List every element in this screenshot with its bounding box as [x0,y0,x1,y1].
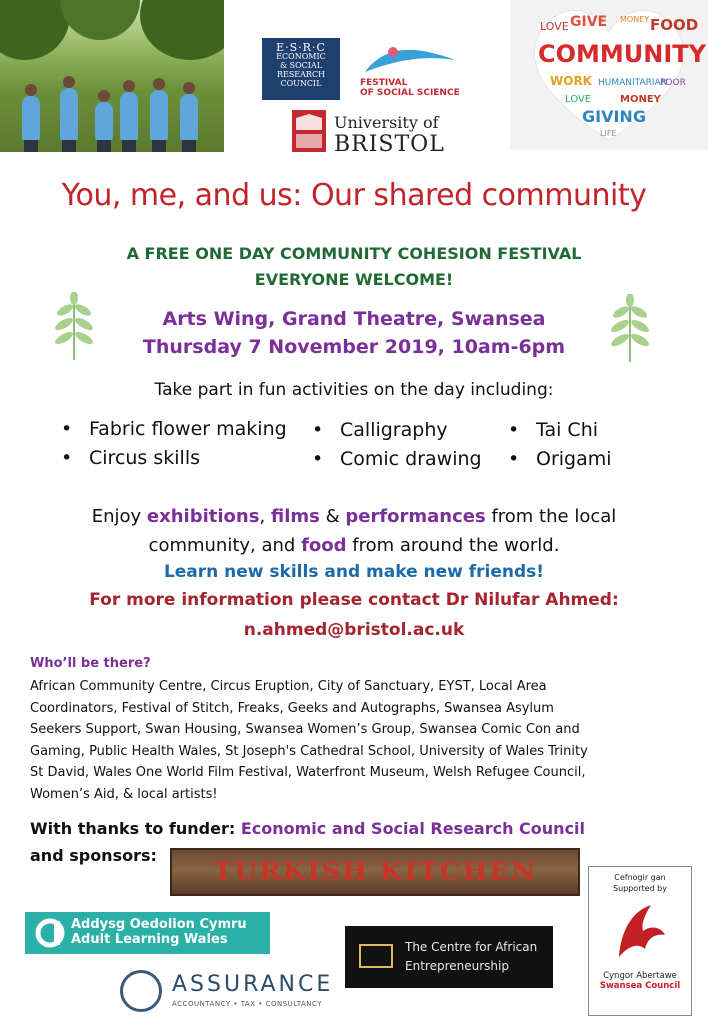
swansea-council-logo: Cefnogir gan Supported by Cyngor Abertawe Swansea Council [588,866,692,1016]
heart-word: LOVE [565,94,592,105]
participants-list: African Community Centre, Circus Eruption, City of Sanctuary, EYST, Local Area Coordinators, Festival of Stitch, Freaks, Geeks and Autographs, Swansea Asylum Seekers Support, Swan Housing, Swansea Women’s Group, Swansea Comic Con and Gaming, Public Health Wales, St Joseph's Cathedral School, University of Wales Trinity St David, Wales One World Film Festival, Waterfront Museum, Welsh Refugee Council, Women’s Aid, & local artists! [30,679,588,802]
book-icon [359,944,393,968]
venue: Arts Wing, Grand Theatre, Swansea [162,308,546,330]
funder-thanks: With thanks to funder: Economic and Social Research Council [30,819,586,838]
esrc-logo: E·S·R·C ECONOMIC & SOCIAL RESEARCH COUNCIL [262,38,340,100]
heart-word: LOVE [540,20,569,33]
contact-info: For more information please contact Dr Nilufar Ahmed: [89,590,619,610]
bristol-logo: University of BRISTOL [290,108,460,160]
event-date: Thursday 7 November 2019, 10am-6pm [142,336,566,358]
heart-word: POOR [660,78,686,88]
heart-word: MONEY [620,94,661,105]
dragon-crest-icon [611,899,669,961]
contact-email[interactable]: n.ahmed@bristol.ac.uk [243,620,465,640]
heart-word: COMMUNITY [538,40,707,68]
heart-word: FOOD [650,16,699,34]
community-photo [0,0,224,152]
festival-logo: FESTIVAL OF SOCIAL SCIENCE [355,40,460,100]
community-heart-image [510,0,708,150]
heart-word: HUMANITARIAN [598,78,668,88]
list-item: • Comic drawing [340,445,482,474]
activities-column-2 [312,416,482,474]
heart-word: MONEY [620,15,650,24]
who-heading: Who’ll be there? [30,656,151,671]
adult-learning-wales-logo: Addysg Oedolion Cymru Adult Learning Wales [25,912,270,954]
bristol-crest-icon [290,108,328,154]
festival-swoosh-icon [355,40,460,80]
page-title: You, me, and us: Our shared community [61,178,647,213]
list-item: • Origami [536,445,612,474]
turkish-kitchen-logo: TURKISH KITCHEN [170,848,580,896]
enjoy-paragraph: Enjoy exhibitions, films & performances from the local community, and food from around the world. [91,506,617,556]
sponsors-label: and sponsors: [30,846,157,865]
activities-column-1 [61,415,287,473]
tagline-free-festival: A FREE ONE DAY COMMUNITY COHESION FESTIVAL [126,244,582,263]
activities-column-3 [508,416,612,474]
list-item: • Tai Chi [536,416,612,445]
list-item: • Fabric flower making [89,415,287,444]
assurance-circle-icon [120,970,162,1012]
learn-skills-text: Learn new skills and make new friends! [163,562,545,582]
list-item: • Calligraphy [340,416,482,445]
activities-intro: Take part in fun activities on the day including: [154,380,554,400]
assurance-logo: ASSURANCE ACCOUNTANCY • TAX • CONSULTANCY [120,968,340,1016]
heart-word: WORK [550,74,592,88]
heart-word: GIVING [582,107,646,126]
tagline-everyone-welcome: EVERYONE WELCOME! [254,270,454,289]
heart-word: GIVE [570,14,608,30]
list-item: • Circus skills [89,444,287,473]
centre-african-entrepreneurship-logo: The Centre for African Entrepreneurship [345,926,553,988]
alw-swirl-icon [35,918,65,948]
heart-word: LIFE [600,129,617,138]
